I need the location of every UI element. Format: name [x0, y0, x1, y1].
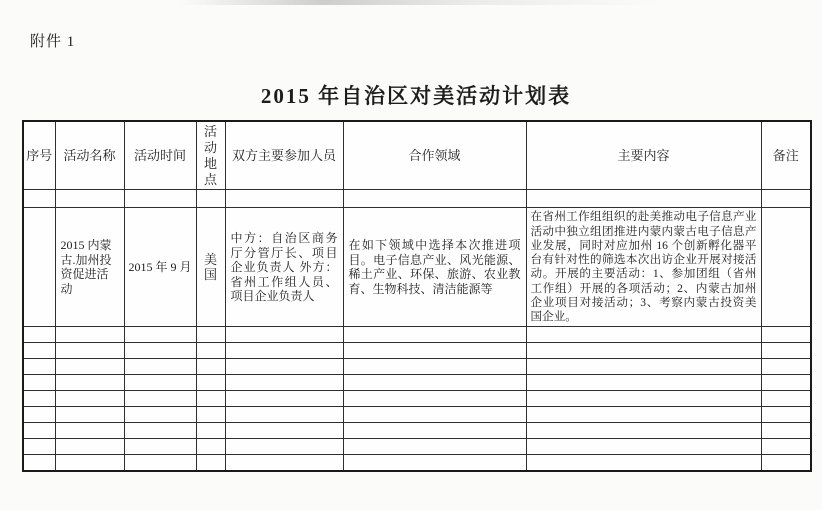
empty-cell — [225, 439, 343, 455]
empty-cell — [124, 391, 196, 407]
empty-cell — [55, 359, 124, 375]
header-participants: 双方主要参加人员 — [225, 121, 343, 190]
cell-activity-time: 2015 年 9 月 — [124, 208, 196, 327]
empty-cell — [343, 359, 526, 375]
table-header-row — [23, 121, 811, 190]
empty-cell — [225, 391, 343, 407]
header-main-content: 主要内容 — [526, 121, 761, 190]
cell-main-content: 在省州工作组组织的赴美推动电子信息产业活动中独立组团推进内蒙内蒙古电子信息产业发展，同时对应加州 16 个创新孵化器平台有针对性的筛选本次出访企业开展对接活动。开展的主要活动：1、参加团组（省州工作组）开展的各项活动；2、内蒙古加州企业项目对接活动；3、考察内蒙古投资美国企业。 — [526, 208, 761, 327]
empty-cell — [343, 327, 526, 343]
empty-cell — [343, 423, 526, 439]
empty-cell — [196, 423, 225, 439]
empty-cell — [761, 455, 811, 471]
empty-cell — [526, 359, 761, 375]
empty-cell — [196, 190, 225, 208]
empty-cell — [196, 455, 225, 471]
scan-artifact — [180, 0, 660, 5]
empty-cell — [761, 343, 811, 359]
empty-cell — [343, 391, 526, 407]
empty-cell — [55, 439, 124, 455]
empty-cell — [23, 190, 55, 208]
empty-cell — [343, 407, 526, 423]
header-activity-time: 活动时间 — [124, 121, 196, 190]
empty-cell — [23, 391, 55, 407]
empty-cell — [124, 439, 196, 455]
empty-table-row — [23, 455, 811, 471]
empty-cell — [55, 423, 124, 439]
empty-cell — [55, 455, 124, 471]
empty-cell — [761, 439, 811, 455]
empty-cell — [55, 375, 124, 391]
empty-table-row — [23, 327, 811, 343]
empty-cell — [761, 375, 811, 391]
empty-cell — [225, 190, 343, 208]
empty-cell — [124, 423, 196, 439]
header-cooperation-fields: 合作领域 — [343, 121, 526, 190]
empty-table-row — [23, 375, 811, 391]
empty-cell — [23, 343, 55, 359]
empty-cell — [526, 343, 761, 359]
cell-seq — [23, 208, 55, 327]
empty-cell — [196, 439, 225, 455]
empty-cell — [526, 327, 761, 343]
empty-cell — [23, 407, 55, 423]
cell-remarks — [761, 208, 811, 327]
empty-cell — [761, 391, 811, 407]
empty-cell — [124, 343, 196, 359]
empty-cell — [526, 439, 761, 455]
cell-activity-location: 美国 — [196, 208, 225, 327]
empty-cell — [761, 423, 811, 439]
empty-cell — [526, 391, 761, 407]
empty-cell — [343, 343, 526, 359]
empty-cell — [196, 391, 225, 407]
header-remarks: 备注 — [761, 121, 811, 190]
empty-cell — [526, 190, 761, 208]
table-row — [23, 208, 811, 327]
empty-cell — [55, 327, 124, 343]
empty-cell — [343, 190, 526, 208]
empty-cell — [55, 190, 124, 208]
empty-cell — [196, 343, 225, 359]
empty-cell — [196, 407, 225, 423]
empty-cell — [343, 455, 526, 471]
empty-cell — [761, 359, 811, 375]
activity-plan-table — [22, 120, 812, 472]
empty-table-row — [23, 343, 811, 359]
spacer-row — [23, 190, 811, 208]
empty-cell — [196, 359, 225, 375]
empty-cell — [23, 439, 55, 455]
empty-cell — [526, 423, 761, 439]
empty-cell — [124, 407, 196, 423]
empty-cell — [225, 375, 343, 391]
cell-activity-name: 2015 内蒙古.加州投资促进活动 — [55, 208, 124, 327]
empty-cell — [23, 375, 55, 391]
empty-cell — [124, 327, 196, 343]
empty-cell — [225, 455, 343, 471]
empty-cell — [196, 375, 225, 391]
empty-cell — [761, 190, 811, 208]
empty-cell — [225, 343, 343, 359]
empty-cell — [55, 343, 124, 359]
attachment-label: 附件 1 — [30, 34, 76, 50]
header-seq: 序号 — [23, 121, 55, 190]
empty-cell — [23, 327, 55, 343]
empty-cell — [526, 407, 761, 423]
empty-table-row — [23, 439, 811, 455]
empty-cell — [124, 375, 196, 391]
empty-table-row — [23, 359, 811, 375]
empty-cell — [55, 391, 124, 407]
cell-participants: 中方：自治区商务厅分管厅长、项目企业负责人 外方：省州工作组人员、项目企业负责人 — [225, 208, 343, 327]
empty-cell — [225, 407, 343, 423]
empty-cell — [225, 423, 343, 439]
empty-cell — [343, 375, 526, 391]
empty-table-row — [23, 407, 811, 423]
empty-cell — [225, 359, 343, 375]
header-activity-location: 活动地点 — [196, 121, 225, 190]
empty-cell — [526, 455, 761, 471]
empty-cell — [124, 455, 196, 471]
empty-cell — [761, 327, 811, 343]
empty-cell — [761, 407, 811, 423]
cell-cooperation-fields: 在如下领域中选择本次推进项目。电子信息产业、风光能源、稀土产业、环保、旅游、农业教育、生物科技、清洁能源等 — [343, 208, 526, 327]
empty-cell — [124, 359, 196, 375]
empty-table-row — [23, 391, 811, 407]
empty-cell — [23, 423, 55, 439]
page-title: 2015 年自治区对美活动计划表 — [260, 84, 572, 108]
empty-table-row — [23, 423, 811, 439]
empty-cell — [225, 327, 343, 343]
empty-cell — [124, 190, 196, 208]
empty-cell — [23, 455, 55, 471]
empty-cell — [526, 375, 761, 391]
empty-cell — [23, 359, 55, 375]
empty-cell — [343, 439, 526, 455]
empty-cell — [196, 327, 225, 343]
empty-cell — [55, 407, 124, 423]
header-activity-name: 活动名称 — [55, 121, 124, 190]
